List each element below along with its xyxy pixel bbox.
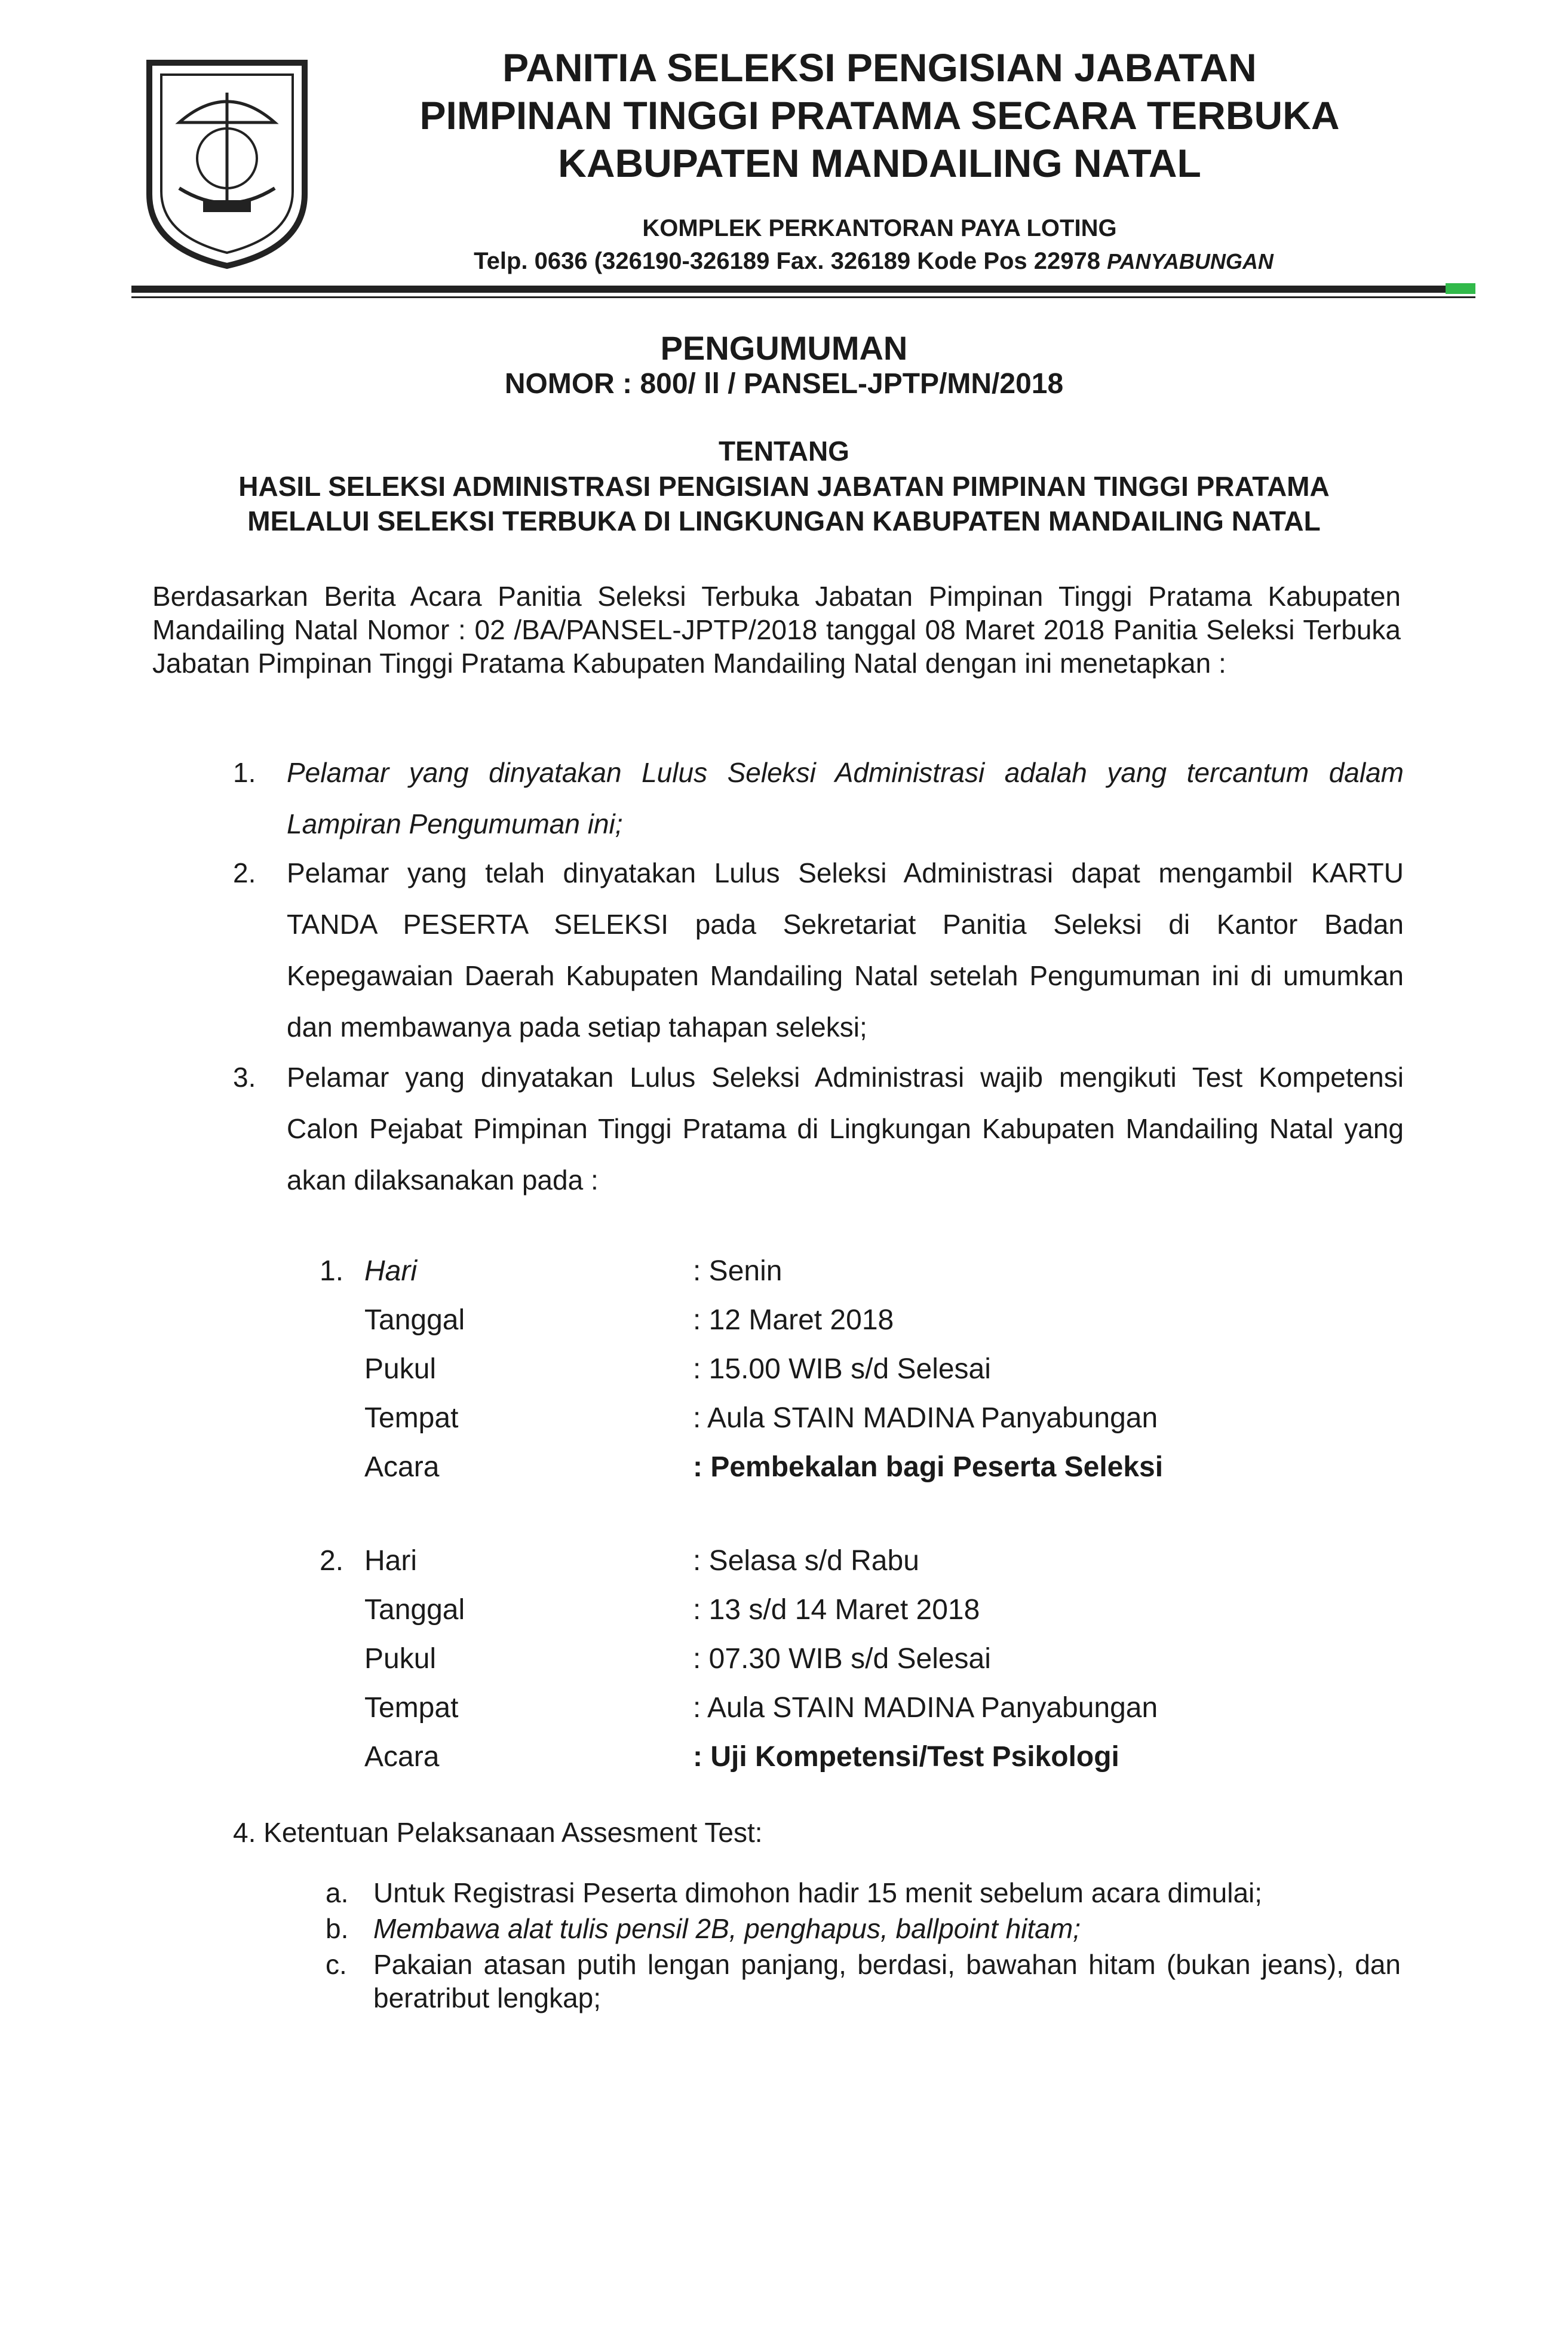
list-item-text: Pelamar yang dinyatakan Lulus Seleksi Administrasi adalah yang tercantum dalam Lampiran Pengumuman ini; bbox=[287, 757, 1404, 839]
schedule-label-pukul: Pukul bbox=[364, 1353, 437, 1385]
schedule-label-tempat: Tempat bbox=[364, 1402, 459, 1434]
schedule-label-tempat: Tempat bbox=[364, 1692, 459, 1724]
regency-crest-icon bbox=[137, 51, 317, 272]
list-item-text: Pelamar yang dinyatakan Lulus Seleksi Administrasi wajib mengikuti Test Kompetensi Calon Pejabat Pimpinan Tinggi Pratama di Lingkungan Kabupaten Mandailing Natal yang akan dilaksanakan pada : bbox=[287, 1062, 1404, 1196]
rule-text: Untuk Registrasi Peserta dimohon hadir 15 menit sebelum acara dimulai; bbox=[373, 1877, 1263, 1908]
committee-name-line1: PANITIA SELEKSI PENGISIAN JABATAN bbox=[502, 45, 1257, 90]
office-address: KOMPLEK PERKANTORAN PAYA LOTING bbox=[642, 215, 1117, 241]
committee-name-line3: KABUPATEN MANDAILING NATAL bbox=[558, 141, 1201, 185]
schedule-label-tanggal: Tanggal bbox=[364, 1304, 465, 1336]
schedule-label-pukul: Pukul bbox=[364, 1643, 437, 1675]
letterhead-rule-thick bbox=[131, 286, 1475, 293]
list-item-text: Ketentuan Pelaksanaan Assesment Test: bbox=[263, 1817, 763, 1848]
contact-city: PANYABUNGAN bbox=[1107, 249, 1274, 274]
schedule-label-hari: Hari bbox=[364, 1545, 418, 1577]
list-item-text: Pelamar yang telah dinyatakan Lulus Seleksi Administrasi dapat mengambil KARTU TANDA PESERTA SELEKSI pada Sekretariat Panitia Seleksi di Kantor Badan Kepegawaian Daerah Kabupaten Mandailing Natal setelah Pengumuman ini di umumkan dan membawanya pada setiap tahapan seleksi; bbox=[287, 857, 1404, 1043]
list-item bbox=[233, 1052, 1404, 1206]
rule-text: Pakaian atasan putih lengan panjang, berdasi, bawahan hitam (bukan jeans), dan beratribut lengkap; bbox=[373, 1949, 1401, 2013]
committee-name-line2: PIMPINAN TINGGI PRATAMA SECARA TERBUKA bbox=[419, 93, 1340, 137]
schedule-value-hari: : Senin bbox=[693, 1255, 783, 1287]
contact-phone-fax: Telp. 0636 (326190-326189 Fax. 326189 Kode Pos 22978 bbox=[474, 248, 1101, 274]
list-item-number: 4. bbox=[233, 1817, 256, 1848]
rule-letter: b. bbox=[326, 1913, 349, 1944]
rule-item-a bbox=[326, 1876, 1401, 1909]
document-title: PENGUMUMAN bbox=[660, 329, 908, 367]
list-item-number: 2. bbox=[233, 857, 256, 888]
schedule-number: 1. bbox=[320, 1255, 344, 1287]
schedule-value-pukul: : 15.00 WIB s/d Selesai bbox=[693, 1353, 991, 1385]
list-item-4 bbox=[233, 1816, 763, 1849]
list-item-number: 1. bbox=[233, 757, 256, 788]
document-subject-line1: HASIL SELEKSI ADMINISTRASI PENGISIAN JABATAN PIMPINAN TINGGI PRATAMA bbox=[238, 471, 1330, 502]
list-item bbox=[233, 847, 1404, 1053]
letterhead-rule-tip bbox=[1446, 283, 1475, 294]
schedule-value-acara: : Pembekalan bagi Peserta Seleksi bbox=[693, 1451, 1164, 1483]
letterhead-rule-thin bbox=[131, 296, 1475, 298]
schedule-value-tempat: : Aula STAIN MADINA Panyabungan bbox=[693, 1692, 1158, 1724]
schedule-label-tanggal: Tanggal bbox=[364, 1594, 465, 1626]
document-about-label: TENTANG bbox=[719, 436, 849, 467]
intro-paragraph: Berdasarkan Berita Acara Panitia Seleksi Terbuka Jabatan Pimpinan Tinggi Pratama Kabupaten Mandailing Natal Nomor : 02 /BA/PANSEL-JPTP/2018 tanggal 08 Maret 2018 Panitia Seleksi Terbuka Jabatan Pimpinan Tinggi Pratama Kabupaten Mandailing Natal dengan ini menetapkan : bbox=[152, 581, 1401, 679]
rule-item-b bbox=[326, 1912, 1401, 1945]
document-number: NOMOR : 800/ ll / PANSEL-JPTP/MN/2018 bbox=[504, 368, 1064, 400]
rule-item-c bbox=[326, 1948, 1401, 2015]
list-item-number: 3. bbox=[233, 1062, 256, 1093]
rule-text: Membawa alat tulis pensil 2B, penghapus, ballpoint hitam; bbox=[373, 1913, 1081, 1944]
schedule-value-tanggal: : 12 Maret 2018 bbox=[693, 1304, 894, 1336]
schedule-value-tempat: : Aula STAIN MADINA Panyabungan bbox=[693, 1402, 1158, 1434]
schedule-value-pukul: : 07.30 WIB s/d Selesai bbox=[693, 1643, 991, 1675]
document-subject-line2: MELALUI SELEKSI TERBUKA DI LINGKUNGAN KABUPATEN MANDAILING NATAL bbox=[247, 505, 1321, 537]
schedule-value-tanggal: : 13 s/d 14 Maret 2018 bbox=[693, 1594, 980, 1626]
schedule-label-hari: Hari bbox=[364, 1255, 418, 1287]
schedule-value-hari: : Selasa s/d Rabu bbox=[693, 1545, 919, 1577]
schedule-label-acara: Acara bbox=[364, 1741, 440, 1773]
rule-letter: a. bbox=[326, 1877, 349, 1908]
contact-info bbox=[299, 248, 1449, 275]
rule-letter: c. bbox=[326, 1949, 347, 1980]
schedule-label-acara: Acara bbox=[364, 1451, 440, 1483]
schedule-value-acara: : Uji Kompetensi/Test Psikologi bbox=[693, 1741, 1119, 1773]
schedule-number: 2. bbox=[320, 1545, 344, 1577]
list-item bbox=[233, 747, 1404, 850]
